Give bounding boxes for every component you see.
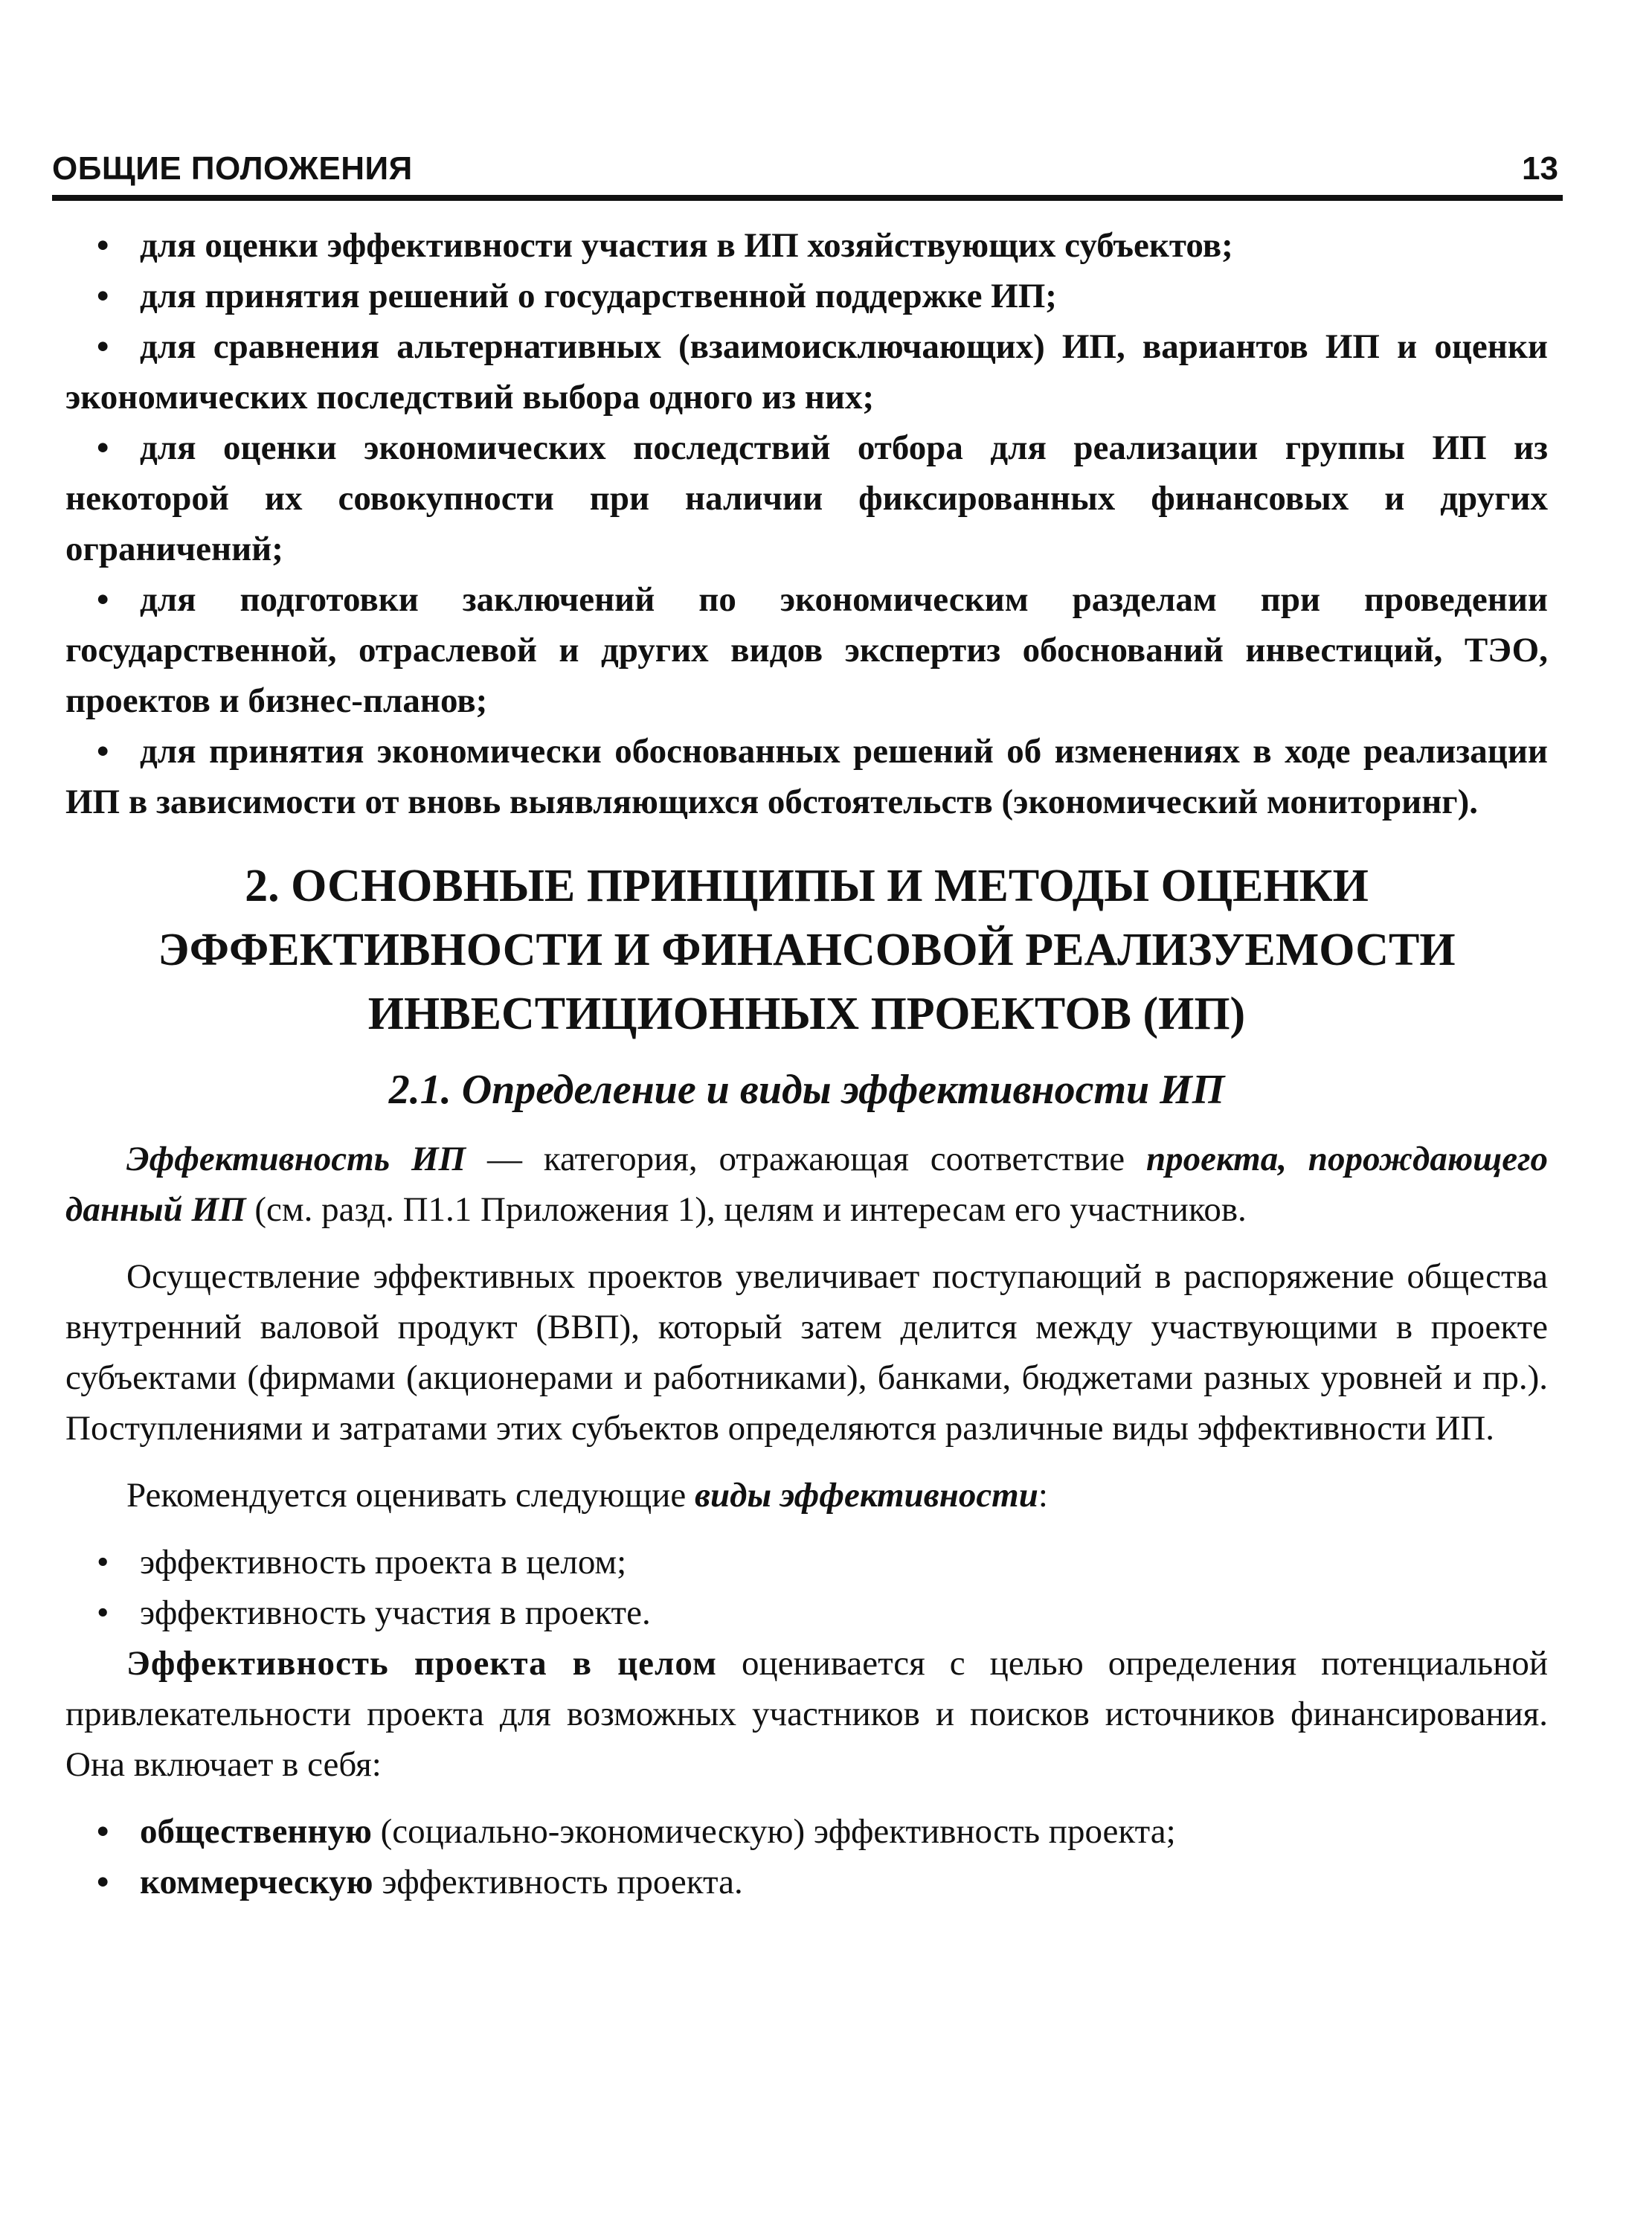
list-item: • для оценки экономических последствий отбора для реализации группы ИП из некоторой их совокупности при наличии фиксированных финансовых и других ограничений; <box>65 423 1548 574</box>
chapter-heading: 2. ОСНОВНЫЕ ПРИНЦИПЫ И МЕТОДЫ ОЦЕНКИ ЭФФЕКТИВНОСТИ И ФИНАНСОВОЙ РЕАЛИЗУЕМОСТИ ИНВЕСТИЦИОННЫХ ПРОЕКТОВ (ИП) <box>158 861 1456 1039</box>
bullet-icon: • <box>97 1593 109 1632</box>
bullet-icon: • <box>97 428 109 467</box>
list-item: • для сравнения альтернативных (взаимоисключающих) ИП, вариантов ИП и оценки экономических последствий выбора одного из них; <box>65 321 1548 423</box>
definition-paragraph: Эффективность ИП — категория, отражающая соответствие проекта, порождающего данный ИП (см. разд. П1.1 Приложения 1), целям и интересам его участников. <box>65 1140 1549 1229</box>
intro-bullet-list <box>65 220 1548 827</box>
list-item: • коммерческую эффективность проекта. <box>65 1857 1548 1907</box>
bullet-icon: • <box>97 327 109 366</box>
bullet-icon: • <box>97 1543 109 1582</box>
bullet-icon: • <box>97 580 109 619</box>
page-content <box>65 220 1548 1907</box>
list-item: • для оценки эффективности участия в ИП хозяйствующих субъектов; <box>65 220 1548 271</box>
list-item: • эффективность участия в проекте. <box>65 1588 1548 1638</box>
bullet-icon: • <box>97 226 109 265</box>
body-paragraph: Эффективность проекта в целом оценивается с целью определения потенциальной привлекательности проекта для возможных участников и поисков источников финансирования. Она включает в себя: <box>65 1644 1549 1784</box>
bullet-icon: • <box>97 1812 109 1851</box>
list-item: • для подготовки заключений по экономическим разделам при проведении государственной, отраслевой и других видов экспертиз обоснований инвестиций, ТЭО, проектов и бизнес-планов; <box>65 574 1548 726</box>
list-item: • общественную (социально-экономическую) эффективность проекта; <box>65 1806 1548 1857</box>
section-heading: 2.1. Определение и виды эффективности ИП <box>388 1067 1225 1113</box>
body-paragraph: Рекомендуется оценивать следующие виды эффективности: <box>126 1476 1048 1515</box>
page-number: 13 <box>1522 150 1558 187</box>
bullet-icon: • <box>97 732 109 771</box>
bullet-icon: • <box>97 1863 109 1901</box>
list-item: • для принятия экономически обоснованных решений об изменениях в ходе реализации ИП в зависимости от вновь выявляющихся обстоятельств (экономический мониторинг). <box>65 726 1548 827</box>
bullet-icon: • <box>97 277 109 315</box>
running-title: ОБЩИЕ ПОЛОЖЕНИЯ <box>52 150 413 187</box>
kinds-list <box>65 1537 1548 1638</box>
includes-list <box>65 1806 1548 1907</box>
list-item: • эффективность проекта в целом; <box>65 1537 1548 1588</box>
body-paragraph: Осуществление эффективных проектов увеличивает поступающий в распоряжение общества внутренний валовой продукт (ВВП), который затем делится между участвующими в проекте субъектами (фирмами (акционерами и работниками), банками, бюджетами разных уровней и пр.). Поступлениями и затратами этих субъектов определяются различные виды эффективности ИП. <box>65 1257 1548 1448</box>
list-item: • для принятия решений о государственной поддержке ИП; <box>65 271 1548 321</box>
page-header <box>52 128 1563 201</box>
